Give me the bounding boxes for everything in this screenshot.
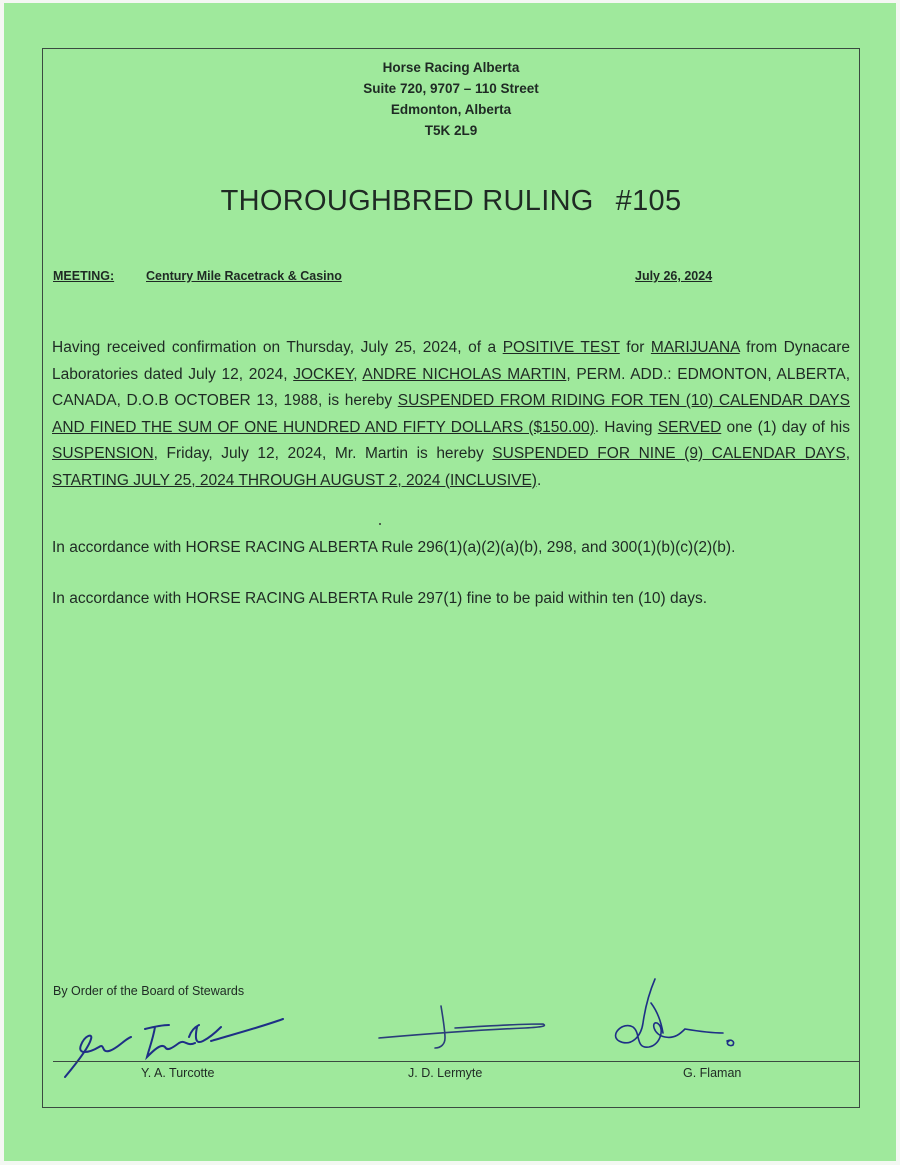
address-line-2: Edmonton, Alberta (390, 102, 512, 117)
body-text: , PERM. ADD.: EDMONTON, ALBERTA, CANADA, D.O.B OCTOBER 13, 1988, is hereby (52, 365, 850, 409)
meeting-label: MEETING: (53, 269, 115, 283)
rule-reference-2: In accordance with HORSE RACING ALBERTA Rule 297(1) fine to be paid within ten (10) days. (52, 590, 708, 607)
body-text: one (1) day of his (721, 418, 850, 436)
penalty-text: SUSPENDED FROM RIDING FOR TEN (10) CALENDAR DAYS AND FINED THE SUM OF ONE HUNDRED AND FIFTY DOLLARS ($150.00) (52, 392, 850, 436)
suspension-period-text: SUSPENDED FOR NINE (9) CALENDAR DAYS, STARTING JULY 25, 2024 THROUGH AUGUST 2, 2024 (INCLUSIVE) (52, 445, 851, 489)
address-line-1: Suite 720, 9707 – 110 Street (363, 81, 539, 96)
body-text: . Having (594, 418, 658, 436)
body-text: from Dynacare Laboratories dated July 12, 2024, (52, 339, 851, 383)
signature-lermyte (375, 1004, 555, 1054)
ink-speck (379, 523, 381, 525)
postal-code: T5K 2L9 (424, 123, 478, 138)
body-text: . (536, 471, 542, 489)
org-name: Horse Racing Alberta (382, 60, 520, 75)
order-statement: By Order of the Board of Stewards (53, 984, 245, 998)
body-text: for (619, 339, 651, 356)
body-text: Having received confirmation on Thursday, July 25, 2024, of a (52, 339, 503, 356)
suspension-text: SUSPENSION (52, 445, 154, 462)
ruling-number: #105 (615, 185, 682, 217)
meeting-venue: Century Mile Racetrack & Casino (146, 269, 342, 283)
steward-name-flaman: G. Flaman (683, 1066, 742, 1080)
substance-text: MARIJUANA (650, 339, 740, 356)
body-text: , Friday, July 12, 2024, Mr. Martin is hereby (153, 445, 493, 462)
title-text: THOROUGHBRED RULING (220, 185, 594, 217)
steward-name-lermyte: J. D. Lermyte (408, 1066, 483, 1080)
ruling-sheet (4, 3, 896, 1161)
licensee-name: ANDRE NICHOLAS MARTIN (362, 365, 567, 383)
rule-reference-1: In accordance with HORSE RACING ALBERTA Rule 296(1)(a)(2)(a)(b), 298, and 300(1)(b)(c)(2)(b). (52, 539, 736, 556)
license-type-text: JOCKEY (293, 365, 354, 383)
signature-line (53, 1061, 859, 1062)
document-frame (42, 48, 860, 1108)
body-text: , (353, 365, 363, 383)
steward-name-turcotte: Y. A. Turcotte (141, 1066, 215, 1080)
served-text: SERVED (657, 418, 722, 436)
positive-test-text: POSITIVE TEST (502, 339, 620, 356)
signature-flaman (605, 977, 745, 1057)
ruling-paragraph (52, 335, 850, 494)
ruling-date: July 26, 2024 (635, 269, 713, 283)
page-title (43, 185, 859, 218)
